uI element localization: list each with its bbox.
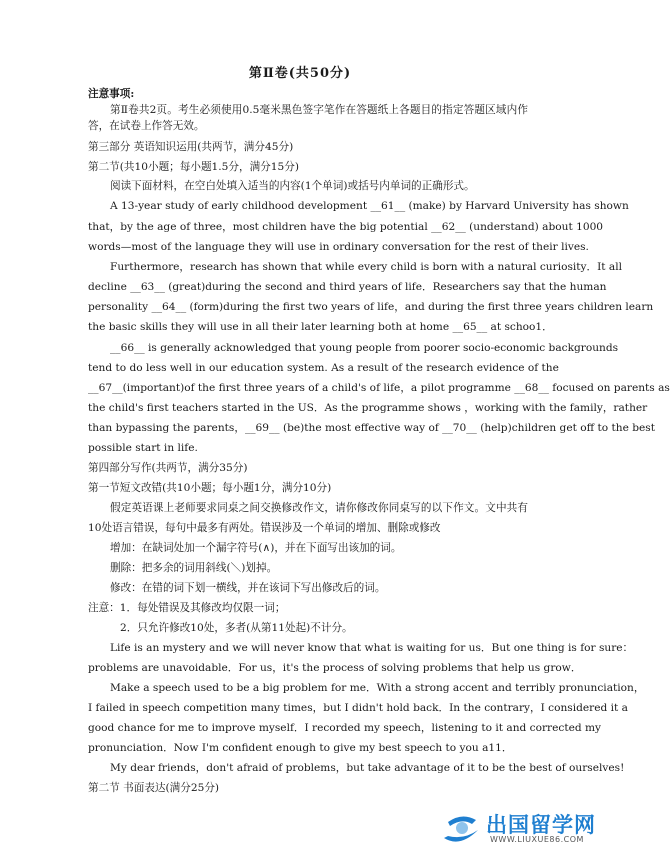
section1-instruction: 删除：把多余的词用斜线(＼)划掉。 bbox=[110, 562, 278, 574]
notice-heading: 注意事项: bbox=[88, 88, 135, 100]
section2-instruction: 阅读下面材料，在空白处填入适当的内容(1个单词)或括号内单词的正确形式。 bbox=[110, 180, 475, 192]
essay-line: problems are unavoidable．For us，it's the process of solving problems that help us grow． bbox=[88, 662, 582, 674]
passage-line: __66__ is generally acknowledged that young people from poorer socio-economic backgrounds bbox=[110, 342, 619, 354]
passage-line: decline __63__ (great)during the second and third years of life．Researchers say that the human bbox=[88, 281, 607, 293]
essay-line: pronunciation．Now I'm confident enough to give my best speech to you a11． bbox=[88, 742, 513, 754]
passage-line: the basic skills they will use in all their later learning both at home __65__ at schoo1． bbox=[88, 321, 553, 333]
part3-heading: 第三部分 英语知识运用(共两节，满分45分) bbox=[88, 141, 294, 153]
notice-line: 第Ⅱ卷共2页。考生必须使用0.5毫米黑色签字笔作在答题纸上各题目的指定答题区域内作 bbox=[110, 104, 528, 116]
watermark-name: 出国留学网 bbox=[486, 813, 596, 837]
notice-line: 答，在试卷上作答无效。 bbox=[88, 120, 205, 132]
passage-line: Furthermore，research has shown that while every child is born with a natural curiosity．It all bbox=[110, 261, 623, 273]
section2b-heading: 第二节 书面表达(满分25分) bbox=[88, 782, 220, 794]
passage-line: words—most of the language they will use in ordinary conversation for the rest of their lives. bbox=[88, 241, 589, 253]
section1-heading: 第一节短文改错(共10小题；每小题1分，满分10分) bbox=[88, 482, 332, 494]
part4-heading: 第四部分写作(共两节，满分35分) bbox=[88, 462, 248, 474]
essay-line: My dear friends，don't afraid of problems，but take advantage of it to be the best of ourselves! bbox=[110, 762, 625, 774]
section2-heading: 第二节(共10小题；每小题1.5分，满分15分) bbox=[88, 161, 299, 173]
passage-line: possible start in life. bbox=[88, 442, 198, 454]
section1-instruction: 增加：在缺词处加一个漏字符号(∧)，并在下面写出该加的词。 bbox=[110, 542, 402, 554]
page-title: 第Ⅱ卷(共50分) bbox=[248, 66, 352, 81]
essay-line: Life is an mystery and we will never know that what is waiting for us．But one thing is for sure： bbox=[110, 642, 634, 654]
passage-line: A 13-year study of early childhood development __61__ (make) by Harvard University has shown bbox=[110, 200, 629, 212]
note-line: 2．只允许修改10处，多者(从第11处起)不计分。 bbox=[120, 622, 353, 634]
essay-line: I failed in speech competition many times，but I didn't hold back．In the contrary，I considered it a bbox=[88, 702, 628, 714]
essay-line: Make a speech used to be a big problem for me．With a strong accent and terribly pronunciation， bbox=[110, 682, 645, 694]
site-watermark bbox=[438, 808, 598, 848]
section1-instruction: 假定英语课上老师要求同桌之间交换修改作文，请你修改你同桌写的以下作文。文中共有 bbox=[110, 502, 528, 514]
essay-line: good chance for me to improve myself．I recorded my speech，listening to it and corrected my bbox=[88, 722, 602, 734]
section1-instruction: 10处语言错误，每句中最多有两处。错误涉及一个单词的增加、删除或修改 bbox=[88, 522, 441, 534]
passage-line: __67__(important)of the first three years of a child's of life，a pilot programme __68__ focused on parents as bbox=[88, 382, 670, 394]
passage-line: that，by the age of three，most children have the big potential __62__ (understand) about 1000 bbox=[88, 221, 604, 233]
section1-instruction: 修改：在错的词下划一横线，并在该词下写出修改后的词。 bbox=[110, 582, 386, 594]
watermark-url: WWW.LIUXUE86.COM bbox=[490, 835, 584, 844]
globe-logo-icon bbox=[438, 808, 482, 848]
passage-line: tend to do less well in our education system. As a result of the research evidence of the bbox=[88, 362, 559, 374]
passage-line: than bypassing the parents，__69__ (be)the most effective way of __70__ (help)children get off to the best bbox=[88, 422, 655, 434]
note-line: 注意：1．每处错误及其修改均仅限一词； bbox=[88, 602, 286, 614]
passage-line: personality __64__ (form)during the first two years of life，and during the first three years children learn bbox=[88, 301, 654, 313]
passage-line: the child's first teachers started in the US．As the programme shows ，working with the family，rather bbox=[88, 402, 648, 414]
